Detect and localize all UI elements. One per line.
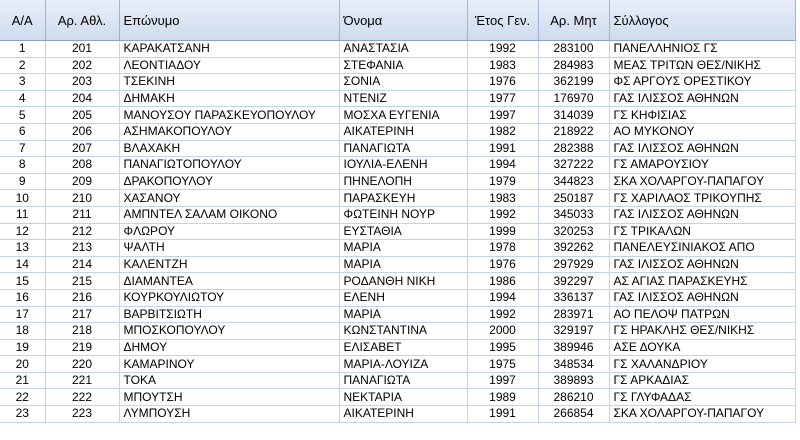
table-row[interactable] bbox=[0, 273, 795, 290]
cell-surname[interactable]: ΑΜΠΝΤΕΛ ΣΑΛΑΜ ΟΙΚΟΝΟ bbox=[119, 206, 339, 223]
cell-registry-number[interactable]: 344823 bbox=[538, 173, 609, 190]
cell-birth-year[interactable]: 1975 bbox=[467, 356, 538, 373]
cell-athlete-number[interactable]: 211 bbox=[45, 206, 119, 223]
cell-club[interactable]: ΑΣΕ ΔΟΥΚΑ bbox=[609, 339, 795, 356]
table-row[interactable] bbox=[0, 190, 795, 207]
cell-first-name[interactable]: ΦΩΤΕΙΝΗ ΝΟΥΡ bbox=[339, 206, 467, 223]
cell-surname[interactable]: ΛΕΟΝΤΙΑΔΟΥ bbox=[119, 57, 339, 74]
cell-birth-year[interactable]: 1983 bbox=[467, 190, 538, 207]
cell-first-name[interactable]: ΝΕΚΤΑΡΙΑ bbox=[339, 389, 467, 406]
cell-birth-year[interactable]: 1982 bbox=[467, 123, 538, 140]
table-row[interactable] bbox=[0, 339, 795, 356]
cell-athlete-number[interactable]: 201 bbox=[45, 41, 119, 58]
cell-club[interactable]: ΑΣ ΑΓΙΑΣ ΠΑΡΑΣΚΕΥΗΣ bbox=[609, 273, 795, 290]
cell-athlete-number[interactable]: 219 bbox=[45, 339, 119, 356]
table-row[interactable] bbox=[0, 41, 795, 58]
cell-index[interactable]: 11 bbox=[0, 206, 45, 223]
cell-birth-year[interactable]: 1978 bbox=[467, 240, 538, 257]
cell-index[interactable]: 22 bbox=[0, 389, 45, 406]
cell-index[interactable]: 3 bbox=[0, 74, 45, 91]
cell-surname[interactable]: ΚΑΛΕΝΤΖΗ bbox=[119, 256, 339, 273]
cell-surname[interactable]: ΠΑΝΑΓΙΩΤΟΠΟΥΛΟΥ bbox=[119, 157, 339, 174]
cell-first-name[interactable]: ΚΩΝΣΤΑΝΤΙΝΑ bbox=[339, 323, 467, 340]
cell-athlete-number[interactable]: 222 bbox=[45, 389, 119, 406]
cell-surname[interactable]: ΒΑΡΒΙΤΣΙΩΤΗ bbox=[119, 306, 339, 323]
table-row[interactable] bbox=[0, 57, 795, 74]
cell-club[interactable]: ΓΣ ΤΡΙΚΑΛΩΝ bbox=[609, 223, 795, 240]
cell-birth-year[interactable]: 1979 bbox=[467, 173, 538, 190]
cell-birth-year[interactable]: 1977 bbox=[467, 90, 538, 107]
cell-athlete-number[interactable]: 214 bbox=[45, 256, 119, 273]
cell-registry-number[interactable]: 250187 bbox=[538, 190, 609, 207]
cell-birth-year[interactable]: 1986 bbox=[467, 273, 538, 290]
table-row[interactable] bbox=[0, 323, 795, 340]
cell-first-name[interactable]: ΕΛΙΣΑΒΕΤ bbox=[339, 339, 467, 356]
cell-index[interactable]: 19 bbox=[0, 339, 45, 356]
cell-club[interactable]: ΓΣ ΑΜΑΡΟΥΣΙΟΥ bbox=[609, 157, 795, 174]
cell-surname[interactable]: ΔΙΑΜΑΝΤΕΑ bbox=[119, 273, 339, 290]
cell-club[interactable]: ΣΚΑ ΧΟΛΑΡΓΟΥ-ΠΑΠΑΓΟΥ bbox=[609, 406, 795, 423]
cell-registry-number[interactable]: 362199 bbox=[538, 74, 609, 91]
table-row[interactable] bbox=[0, 406, 795, 423]
cell-birth-year[interactable]: 1992 bbox=[467, 41, 538, 58]
cell-club[interactable]: ΠΑΝΕΛΕΥΣΙΝΙΑΚΟΣ ΑΠΟ bbox=[609, 240, 795, 257]
cell-first-name[interactable]: ΣΟΝΙΑ bbox=[339, 74, 467, 91]
cell-index[interactable]: 23 bbox=[0, 406, 45, 423]
cell-first-name[interactable]: ΠΑΡΑΣΚΕΥΗ bbox=[339, 190, 467, 207]
cell-birth-year[interactable]: 1997 bbox=[467, 372, 538, 389]
table-row[interactable] bbox=[0, 223, 795, 240]
cell-club[interactable]: ΓΑΣ ΙΛΙΣΣΟΣ ΑΘΗΝΩΝ bbox=[609, 256, 795, 273]
cell-club[interactable]: ΓΑΣ ΙΛΙΣΣΟΣ ΑΘΗΝΩΝ bbox=[609, 206, 795, 223]
cell-birth-year[interactable]: 1976 bbox=[467, 74, 538, 91]
cell-birth-year[interactable]: 1983 bbox=[467, 57, 538, 74]
cell-index[interactable]: 21 bbox=[0, 372, 45, 389]
cell-birth-year[interactable]: 1991 bbox=[467, 406, 538, 423]
cell-index[interactable]: 4 bbox=[0, 90, 45, 107]
cell-athlete-number[interactable]: 220 bbox=[45, 356, 119, 373]
cell-registry-number[interactable]: 282388 bbox=[538, 140, 609, 157]
cell-first-name[interactable]: ΡΟΔΑΝΘΗ ΝΙΚΗ bbox=[339, 273, 467, 290]
cell-first-name[interactable]: ΕΥΣΤΑΘΙΑ bbox=[339, 223, 467, 240]
table-row[interactable] bbox=[0, 289, 795, 306]
cell-athlete-number[interactable]: 216 bbox=[45, 289, 119, 306]
cell-birth-year[interactable]: 1991 bbox=[467, 140, 538, 157]
cell-athlete-number[interactable]: 204 bbox=[45, 90, 119, 107]
cell-club[interactable]: ΑΟ ΠΕΛΟΨ ΠΑΤΡΩΝ bbox=[609, 306, 795, 323]
table-row[interactable] bbox=[0, 206, 795, 223]
cell-registry-number[interactable]: 283100 bbox=[538, 41, 609, 58]
cell-registry-number[interactable]: 314039 bbox=[538, 107, 609, 124]
column-header-club[interactable]: Σύλλογος bbox=[609, 0, 795, 41]
cell-first-name[interactable]: ΕΛΕΝΗ bbox=[339, 289, 467, 306]
cell-surname[interactable]: ΚΟΥΡΚΟΥΛΙΩΤΟΥ bbox=[119, 289, 339, 306]
cell-registry-number[interactable]: 327222 bbox=[538, 157, 609, 174]
cell-registry-number[interactable]: 286210 bbox=[538, 389, 609, 406]
cell-birth-year[interactable]: 1994 bbox=[467, 289, 538, 306]
cell-first-name[interactable]: ΝΤΕΝΙΖ bbox=[339, 90, 467, 107]
cell-surname[interactable]: ΔΗΜΟΥ bbox=[119, 339, 339, 356]
cell-index[interactable]: 6 bbox=[0, 123, 45, 140]
cell-first-name[interactable]: ΜΑΡΙΑ bbox=[339, 306, 467, 323]
cell-athlete-number[interactable]: 223 bbox=[45, 406, 119, 423]
cell-athlete-number[interactable]: 209 bbox=[45, 173, 119, 190]
cell-first-name[interactable]: ΙΟΥΛΙΑ-ΕΛΕΝΗ bbox=[339, 157, 467, 174]
cell-athlete-number[interactable]: 205 bbox=[45, 107, 119, 124]
cell-surname[interactable]: ΜΠΟΣΚΟΠΟΥΛΟΥ bbox=[119, 323, 339, 340]
cell-registry-number[interactable]: 348534 bbox=[538, 356, 609, 373]
cell-athlete-number[interactable]: 212 bbox=[45, 223, 119, 240]
cell-registry-number[interactable]: 283971 bbox=[538, 306, 609, 323]
cell-club[interactable]: ΓΣ ΓΛΥΦΑΔΑΣ bbox=[609, 389, 795, 406]
cell-birth-year[interactable]: 1999 bbox=[467, 223, 538, 240]
cell-first-name[interactable]: ΑΙΚΑΤΕΡΙΝΗ bbox=[339, 123, 467, 140]
cell-club[interactable]: ΓΣ ΧΑΛΑΝΔΡΙΟΥ bbox=[609, 356, 795, 373]
cell-surname[interactable]: ΚΑΡΑΚΑΤΣΑΝΗ bbox=[119, 41, 339, 58]
cell-registry-number[interactable]: 345033 bbox=[538, 206, 609, 223]
cell-index[interactable]: 16 bbox=[0, 289, 45, 306]
cell-athlete-number[interactable]: 218 bbox=[45, 323, 119, 340]
cell-index[interactable]: 10 bbox=[0, 190, 45, 207]
cell-birth-year[interactable]: 1997 bbox=[467, 107, 538, 124]
cell-first-name[interactable]: ΣΤΕΦΑΝΙΑ bbox=[339, 57, 467, 74]
cell-athlete-number[interactable]: 208 bbox=[45, 157, 119, 174]
cell-registry-number[interactable]: 284983 bbox=[538, 57, 609, 74]
table-row[interactable] bbox=[0, 372, 795, 389]
cell-index[interactable]: 9 bbox=[0, 173, 45, 190]
cell-athlete-number[interactable]: 210 bbox=[45, 190, 119, 207]
column-header-index[interactable]: Α/Α bbox=[0, 0, 45, 41]
cell-index[interactable]: 2 bbox=[0, 57, 45, 74]
cell-registry-number[interactable]: 297929 bbox=[538, 256, 609, 273]
cell-first-name[interactable]: ΠΗΝΕΛΟΠΗ bbox=[339, 173, 467, 190]
cell-first-name[interactable]: ΠΑΝΑΓΙΩΤΑ bbox=[339, 372, 467, 389]
cell-club[interactable]: ΓΑΣ ΙΛΙΣΣΟΣ ΑΘΗΝΩΝ bbox=[609, 90, 795, 107]
cell-index[interactable]: 7 bbox=[0, 140, 45, 157]
cell-club[interactable]: ΓΣ ΑΡΚΑΔΙΑΣ bbox=[609, 372, 795, 389]
cell-birth-year[interactable]: 1976 bbox=[467, 256, 538, 273]
header-row bbox=[0, 0, 795, 41]
cell-club[interactable]: ΑΟ ΜΥΚΟΝΟΥ bbox=[609, 123, 795, 140]
cell-club[interactable]: ΦΣ ΑΡΓΟΥΣ ΟΡΕΣΤΙΚΟΥ bbox=[609, 74, 795, 91]
table-row[interactable] bbox=[0, 256, 795, 273]
table-row[interactable] bbox=[0, 157, 795, 174]
cell-index[interactable]: 13 bbox=[0, 240, 45, 257]
table-row[interactable] bbox=[0, 173, 795, 190]
cell-index[interactable]: 14 bbox=[0, 256, 45, 273]
cell-athlete-number[interactable]: 215 bbox=[45, 273, 119, 290]
table-row[interactable] bbox=[0, 74, 795, 91]
cell-birth-year[interactable]: 2000 bbox=[467, 323, 538, 340]
cell-athlete-number[interactable]: 221 bbox=[45, 372, 119, 389]
table-body bbox=[0, 41, 795, 423]
cell-registry-number[interactable]: 320253 bbox=[538, 223, 609, 240]
cell-club[interactable]: ΓΣ ΧΑΡΙΛΑΟΣ ΤΡΙΚΟΥΠΗΣ bbox=[609, 190, 795, 207]
cell-index[interactable]: 20 bbox=[0, 356, 45, 373]
table-row[interactable] bbox=[0, 107, 795, 124]
cell-club[interactable]: ΜΕΑΣ ΤΡΙΤΩΝ ΘΕΣ/ΝΙΚΗΣ bbox=[609, 57, 795, 74]
cell-surname[interactable]: ΛΥΜΠΟΥΣΗ bbox=[119, 406, 339, 423]
cell-club[interactable]: ΠΑΝΕΛΛΗΝΙΟΣ ΓΣ bbox=[609, 41, 795, 58]
cell-club[interactable]: ΓΣ ΚΗΦΙΣΙΑΣ bbox=[609, 107, 795, 124]
column-header-surname[interactable]: Επώνυμο bbox=[119, 0, 339, 41]
cell-surname[interactable]: ΔΡΑΚΟΠΟΥΛΟΥ bbox=[119, 173, 339, 190]
cell-birth-year[interactable]: 1989 bbox=[467, 389, 538, 406]
cell-index[interactable]: 8 bbox=[0, 157, 45, 174]
column-header-registry-number[interactable]: Αρ. Μητ bbox=[538, 0, 609, 41]
table-row[interactable] bbox=[0, 123, 795, 140]
cell-first-name[interactable]: ΠΑΝΑΓΙΩΤΑ bbox=[339, 140, 467, 157]
cell-registry-number[interactable]: 218922 bbox=[538, 123, 609, 140]
cell-athlete-number[interactable]: 206 bbox=[45, 123, 119, 140]
cell-first-name[interactable]: ΑΝΑΣΤΑΣΙΑ bbox=[339, 41, 467, 58]
cell-birth-year[interactable]: 1992 bbox=[467, 306, 538, 323]
cell-club[interactable]: ΓΑΣ ΙΛΙΣΣΟΣ ΑΘΗΝΩΝ bbox=[609, 289, 795, 306]
table-row[interactable] bbox=[0, 306, 795, 323]
cell-birth-year[interactable]: 1994 bbox=[467, 157, 538, 174]
cell-registry-number[interactable]: 266854 bbox=[538, 406, 609, 423]
cell-athlete-number[interactable]: 213 bbox=[45, 240, 119, 257]
cell-registry-number[interactable]: 329197 bbox=[538, 323, 609, 340]
cell-registry-number[interactable]: 176970 bbox=[538, 90, 609, 107]
cell-first-name[interactable]: ΑΙΚΑΤΕΡΙΝΗ bbox=[339, 406, 467, 423]
column-header-birth-year[interactable]: Έτος Γεν. bbox=[467, 0, 538, 41]
cell-athlete-number[interactable]: 202 bbox=[45, 57, 119, 74]
cell-club[interactable]: ΓΑΣ ΙΛΙΣΣΟΣ ΑΘΗΝΩΝ bbox=[609, 140, 795, 157]
cell-surname[interactable]: ΔΗΜΑΚΗ bbox=[119, 90, 339, 107]
cell-index[interactable]: 17 bbox=[0, 306, 45, 323]
table-row[interactable] bbox=[0, 389, 795, 406]
table-row[interactable] bbox=[0, 90, 795, 107]
cell-surname[interactable]: ΑΣΗΜΑΚΟΠΟΥΛΟΥ bbox=[119, 123, 339, 140]
cell-registry-number[interactable]: 389893 bbox=[538, 372, 609, 389]
cell-first-name[interactable]: ΜΑΡΙΑ bbox=[339, 256, 467, 273]
cell-registry-number[interactable]: 336137 bbox=[538, 289, 609, 306]
cell-surname[interactable]: ΦΛΩΡΟΥ bbox=[119, 223, 339, 240]
table-row[interactable] bbox=[0, 356, 795, 373]
cell-athlete-number[interactable]: 203 bbox=[45, 74, 119, 91]
cell-registry-number[interactable]: 392297 bbox=[538, 273, 609, 290]
cell-birth-year[interactable]: 1995 bbox=[467, 339, 538, 356]
cell-surname[interactable]: ΜΠΟΥΤΣΗ bbox=[119, 389, 339, 406]
cell-club[interactable]: ΣΚΑ ΧΟΛΑΡΓΟΥ-ΠΑΠΑΓΟΥ bbox=[609, 173, 795, 190]
cell-surname[interactable]: ΜΑΝΟΥΣΟΥ ΠΑΡΑΣΚΕΥΟΠΟΥΛΟΥ bbox=[119, 107, 339, 124]
cell-registry-number[interactable]: 392262 bbox=[538, 240, 609, 257]
column-header-first-name[interactable]: Όνομα bbox=[339, 0, 467, 41]
cell-first-name[interactable]: ΜΟΣΧΑ ΕΥΓΕΝΙΑ bbox=[339, 107, 467, 124]
cell-athlete-number[interactable]: 217 bbox=[45, 306, 119, 323]
cell-birth-year[interactable]: 1992 bbox=[467, 206, 538, 223]
cell-index[interactable]: 18 bbox=[0, 323, 45, 340]
cell-index[interactable]: 1 bbox=[0, 41, 45, 58]
cell-surname[interactable]: ΚΑΜΑΡΙΝΟΥ bbox=[119, 356, 339, 373]
cell-surname[interactable]: ΧΑΣΑΝΟΥ bbox=[119, 190, 339, 207]
cell-index[interactable]: 5 bbox=[0, 107, 45, 124]
cell-first-name[interactable]: ΜΑΡΙΑ-ΛΟΥΙΖΑ bbox=[339, 356, 467, 373]
cell-first-name[interactable]: ΜΑΡΙΑ bbox=[339, 240, 467, 257]
cell-index[interactable]: 12 bbox=[0, 223, 45, 240]
cell-surname[interactable]: ΤΣΕΚΙΝΗ bbox=[119, 74, 339, 91]
cell-athlete-number[interactable]: 207 bbox=[45, 140, 119, 157]
cell-index[interactable]: 15 bbox=[0, 273, 45, 290]
cell-surname[interactable]: ΒΛΑΧΑΚΗ bbox=[119, 140, 339, 157]
cell-surname[interactable]: ΤΟΚΑ bbox=[119, 372, 339, 389]
table-row[interactable] bbox=[0, 240, 795, 257]
cell-registry-number[interactable]: 389946 bbox=[538, 339, 609, 356]
column-header-athlete-number[interactable]: Αρ. Αθλ. bbox=[45, 0, 119, 41]
table-row[interactable] bbox=[0, 140, 795, 157]
cell-club[interactable]: ΓΣ ΗΡΑΚΛΗΣ ΘΕΣ/ΝΙΚΗΣ bbox=[609, 323, 795, 340]
cell-surname[interactable]: ΨΑΛΤΗ bbox=[119, 240, 339, 257]
